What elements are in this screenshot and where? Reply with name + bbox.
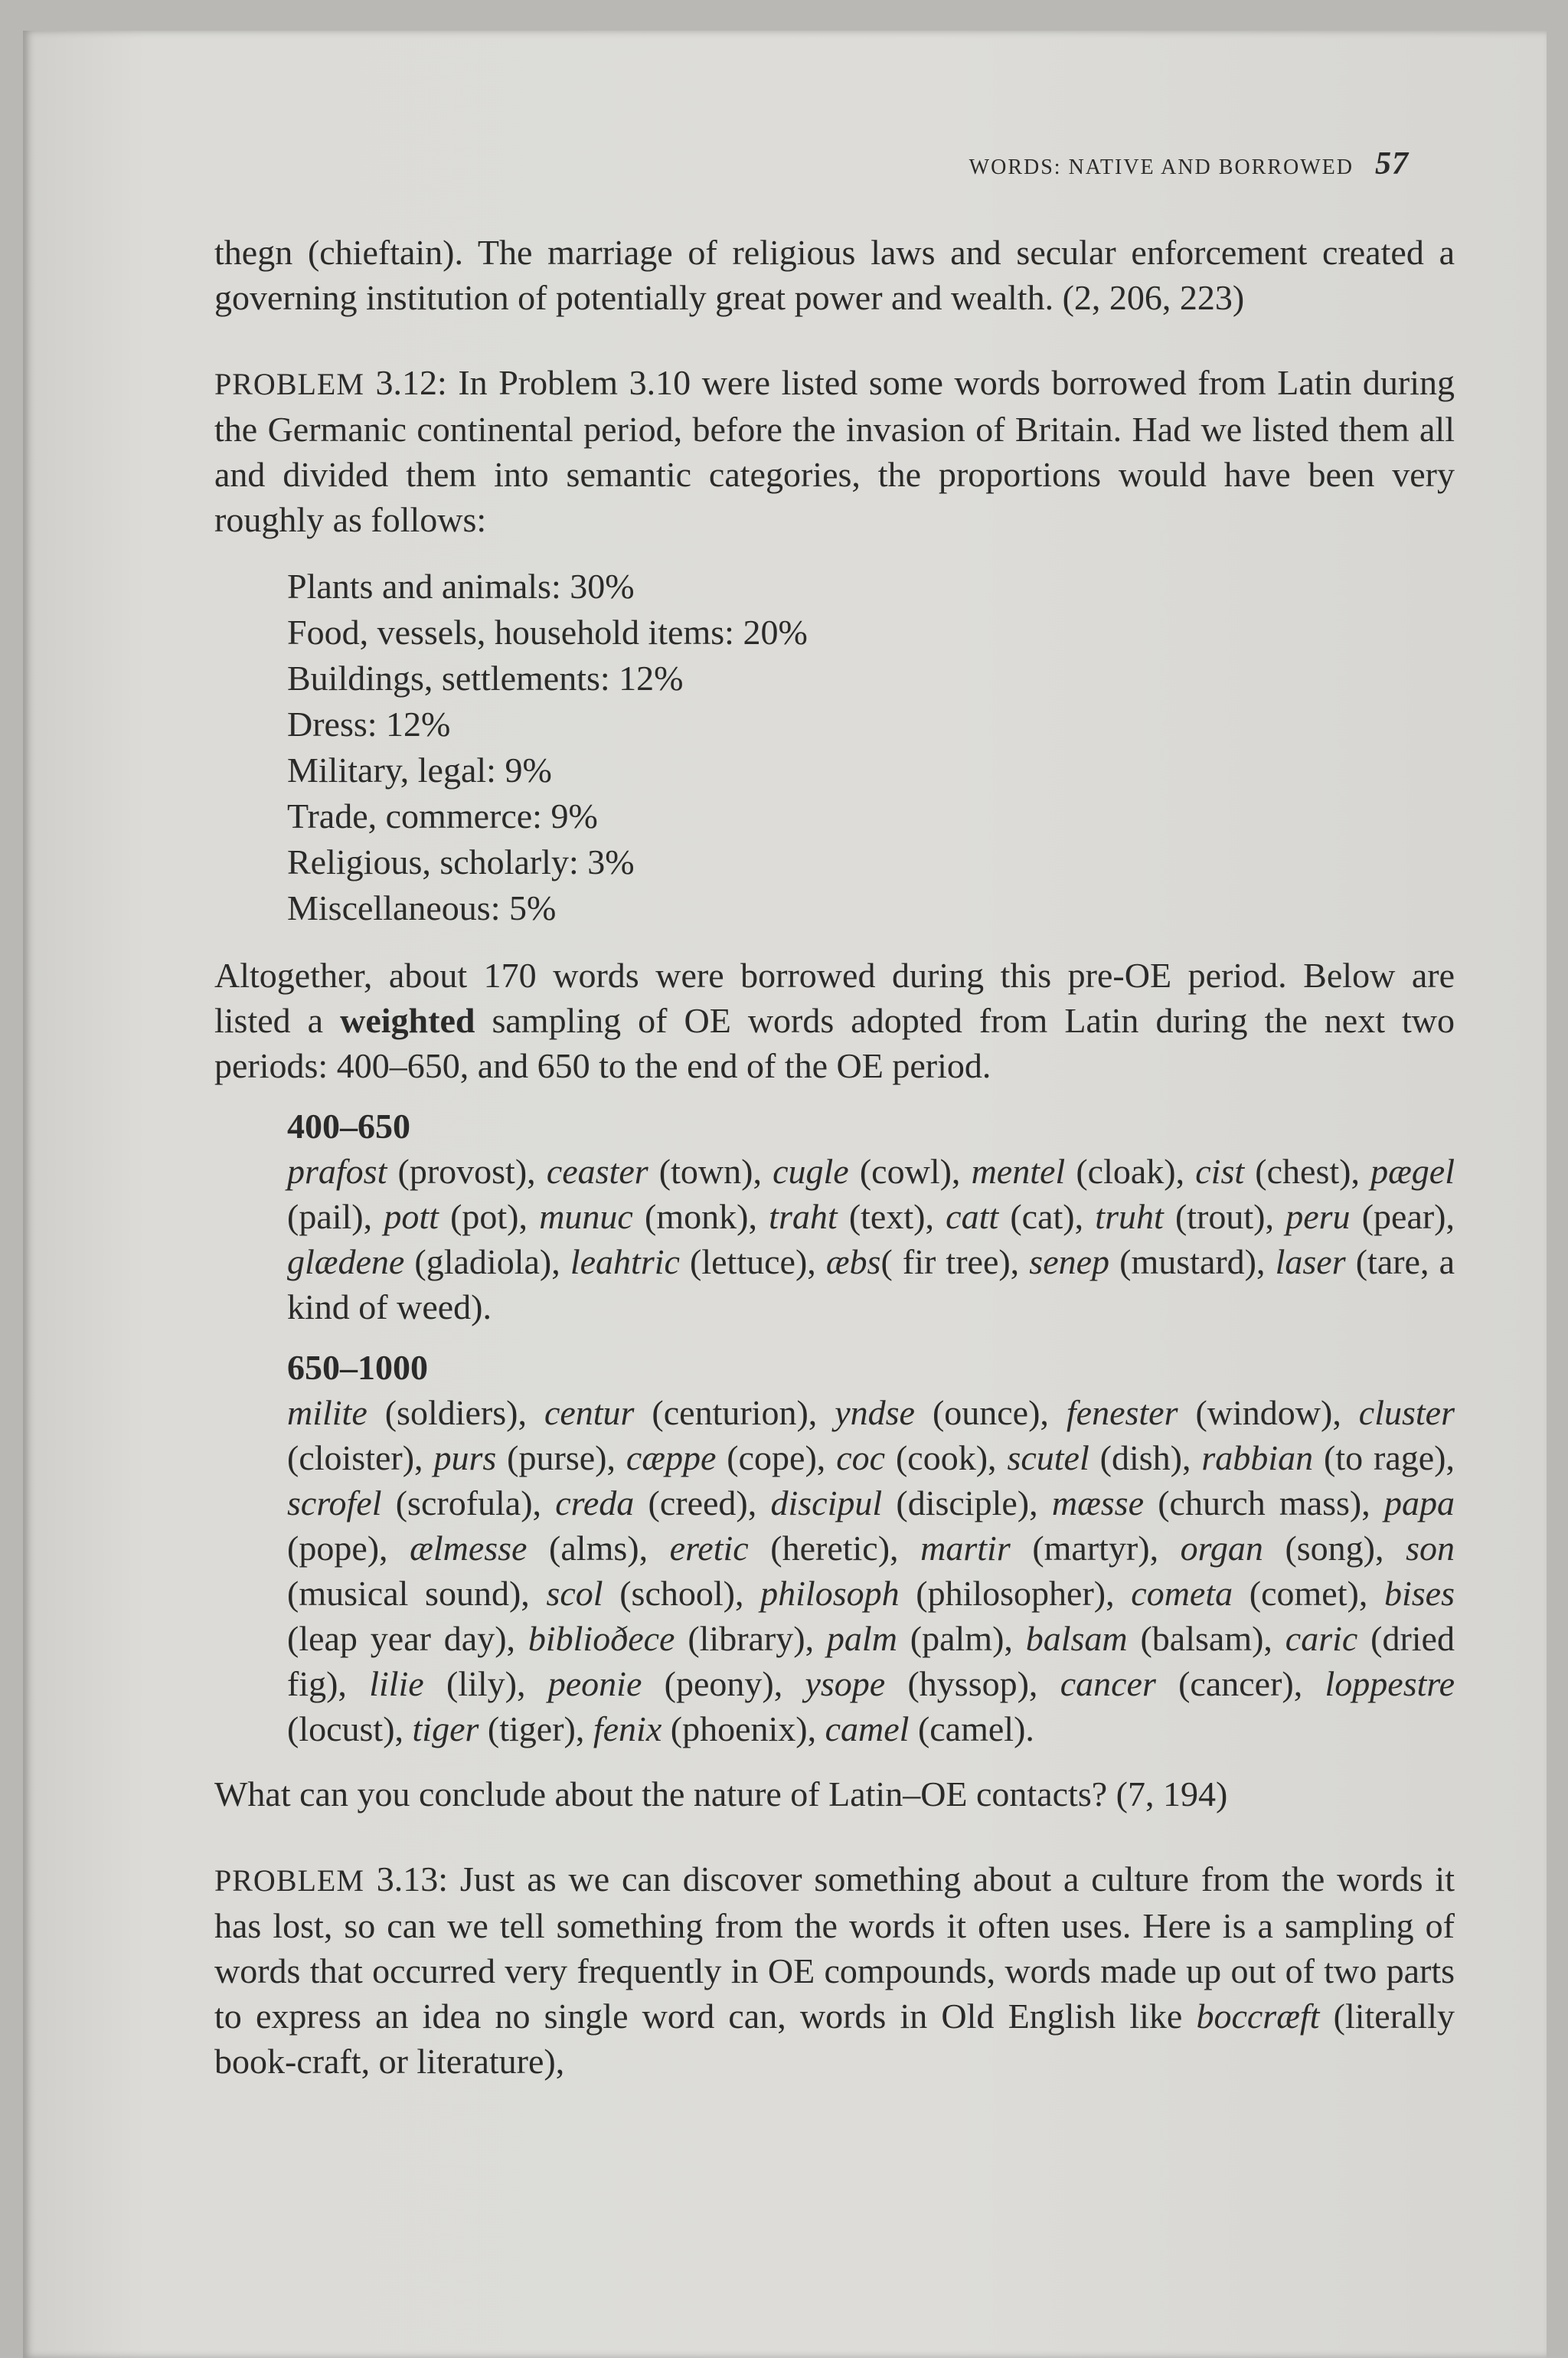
gloss: (cowl), (848, 1152, 972, 1191)
gloss: (disciple), (882, 1483, 1052, 1522)
oe-word: yndse (835, 1393, 915, 1432)
gloss: (leap year day), (287, 1619, 528, 1658)
gloss: (text), (837, 1197, 946, 1236)
gloss: (cloak), (1065, 1152, 1196, 1191)
gloss: (creed), (634, 1483, 771, 1522)
oe-word: mentel (971, 1152, 1066, 1191)
oe-word: glædene (287, 1242, 405, 1281)
gloss: (palm), (897, 1619, 1026, 1658)
oe-word: papa (1384, 1483, 1455, 1522)
gloss: (tiger), (479, 1709, 593, 1748)
transition-text-1: Altogether, about 170 words were borrowed during this pre-OE period. Below are listed a (214, 956, 1455, 1040)
gloss: (to rage), (1313, 1438, 1455, 1477)
category-list (287, 564, 1455, 931)
transition-paragraph (214, 953, 1455, 1088)
oe-word: æbs (825, 1242, 881, 1281)
period-1-block (287, 1104, 1455, 1329)
oe-word: philosoph (760, 1574, 900, 1613)
oe-word: traht (769, 1197, 838, 1236)
gloss: ( fir tree), (880, 1242, 1030, 1281)
gloss: (town), (648, 1152, 773, 1191)
oe-word: fenix (593, 1709, 662, 1748)
gloss: (soldiers), (367, 1393, 544, 1432)
oe-word: prafost (287, 1152, 387, 1191)
gloss: (hyssop), (885, 1664, 1060, 1703)
oe-word: scol (546, 1574, 603, 1613)
oe-word: cist (1195, 1152, 1245, 1191)
gloss: (philosopher), (899, 1574, 1132, 1613)
gloss: (cancer), (1155, 1664, 1325, 1703)
gloss: (locust), (287, 1709, 413, 1748)
period-2-block (287, 1345, 1455, 1751)
gloss: (church mass), (1143, 1483, 1384, 1522)
gloss: (school), (603, 1574, 761, 1613)
oe-word: milite (287, 1393, 368, 1432)
oe-word: fenester (1066, 1393, 1178, 1432)
oe-word: centur (544, 1393, 635, 1432)
gloss: (centurion), (634, 1393, 835, 1432)
period-1-word-list (287, 1149, 1455, 1329)
oe-word: biblioðece (528, 1619, 675, 1658)
gloss: (library), (675, 1619, 827, 1658)
oe-word: balsam (1025, 1619, 1128, 1658)
gloss: (gladiola), (404, 1242, 570, 1281)
gloss: (pear), (1350, 1197, 1455, 1236)
oe-word: loppestre (1325, 1664, 1455, 1703)
gloss: (cook), (885, 1438, 1008, 1477)
oe-word: cluster (1358, 1393, 1455, 1432)
gloss: (balsam), (1127, 1619, 1285, 1658)
oe-word: martir (920, 1529, 1011, 1568)
period-2-heading: 650–1000 (287, 1348, 428, 1387)
period-2-word-list (287, 1390, 1455, 1751)
oe-word: ysope (805, 1664, 886, 1703)
gloss: (trout), (1163, 1197, 1286, 1236)
transition-text-2: sampling of OE words adopted from Latin during the next two periods: 400–650, and 650 to the end of the OE period. (214, 1001, 1455, 1085)
gloss: (song), (1263, 1529, 1406, 1568)
period-1-heading: 400–650 (287, 1107, 410, 1146)
gloss: (window), (1178, 1393, 1359, 1432)
question-paragraph: What can you conclude about the nature of Latin–OE contacts? (7, 194) (214, 1774, 1228, 1813)
oe-word: leahtric (570, 1242, 680, 1281)
oe-word: creda (555, 1483, 635, 1522)
oe-word: munuc (539, 1197, 633, 1236)
category-item: Plants and animals: 30% (287, 567, 635, 606)
gloss: (alms), (527, 1529, 670, 1568)
gloss: (ounce), (914, 1393, 1067, 1432)
oe-word: discipul (770, 1483, 883, 1522)
boccraeft-word: boccræft (1196, 1997, 1320, 2036)
oe-word: caric (1285, 1619, 1358, 1658)
running-header (969, 146, 1409, 182)
gloss: (dried fig), (287, 1619, 1455, 1703)
gloss: (purse), (496, 1438, 626, 1477)
gloss: (cloister), (287, 1438, 434, 1477)
problem-label: PROBLEM (214, 1863, 364, 1898)
oe-word: eretic (669, 1529, 749, 1568)
oe-word: pægel (1370, 1152, 1455, 1191)
oe-word: tiger (412, 1709, 479, 1748)
oe-word: camel (825, 1709, 910, 1748)
oe-word: laser (1275, 1242, 1346, 1281)
gloss: (dish), (1089, 1438, 1202, 1477)
category-item: Buildings, settlements: 12% (287, 659, 684, 698)
book-page (23, 31, 1547, 2358)
gloss: (mustard), (1109, 1242, 1276, 1281)
gloss: (pope), (287, 1529, 410, 1568)
oe-word: peru (1285, 1197, 1351, 1236)
oe-word: peonie (547, 1664, 642, 1703)
category-item: Food, vessels, household items: 20% (287, 613, 808, 652)
page-body (214, 230, 1455, 2084)
problem-label: PROBLEM (214, 367, 364, 401)
oe-word: son (1406, 1529, 1455, 1568)
gloss: (musical sound), (287, 1574, 547, 1613)
gloss: (lily), (423, 1664, 548, 1703)
gloss: (comet), (1233, 1574, 1384, 1613)
gloss: (cope), (716, 1438, 837, 1477)
gloss: (tare, a kind of weed). (287, 1242, 1455, 1326)
oe-word: rabbian (1201, 1438, 1314, 1477)
category-item: Trade, commerce: 9% (287, 796, 598, 836)
running-title: WORDS: NATIVE AND BORROWED (969, 155, 1354, 179)
gloss: (peony), (642, 1664, 805, 1703)
category-item: Religious, scholarly: 3% (287, 842, 635, 881)
gloss: (chest), (1244, 1152, 1371, 1191)
oe-word: ceaster (546, 1152, 648, 1191)
oe-word: pott (384, 1197, 439, 1236)
oe-word: scrofel (287, 1483, 382, 1522)
category-item: Dress: 12% (287, 705, 451, 744)
gloss: (phoenix), (662, 1709, 825, 1748)
problem-3-12 (214, 360, 1455, 542)
gloss: (scrofula), (381, 1483, 556, 1522)
oe-word: cæppe (626, 1438, 717, 1477)
oe-word: organ (1180, 1529, 1263, 1568)
intro-paragraph: thegn (chieftain). The marriage of religious laws and secular enforcement created a governing institution of potentially great power and wealth. (2, 206, 223) (214, 233, 1455, 317)
gloss: (provost), (387, 1152, 547, 1191)
problem-3-13-text-end: (literally book-craft, or literature), (214, 1997, 1455, 2081)
page-number: 57 (1375, 146, 1409, 182)
category-item: Miscellaneous: 5% (287, 888, 557, 927)
oe-word: lilie (369, 1664, 424, 1703)
oe-word: palm (826, 1619, 897, 1658)
gloss: (martyr), (1010, 1529, 1181, 1568)
gloss: (lettuce), (679, 1242, 826, 1281)
gloss: (pot), (438, 1197, 540, 1236)
oe-word: ælmesse (410, 1529, 528, 1568)
problem-text: 3.12: In Problem 3.10 were listed some words borrowed from Latin during the Germanic continental period, before the invasion of Britain. Had we listed them all and divided them into semantic categories, the proportions would have been very roughly as follows: (214, 363, 1455, 539)
oe-word: cugle (773, 1152, 849, 1191)
oe-word: bises (1384, 1574, 1455, 1613)
category-item: Military, legal: 9% (287, 751, 552, 790)
gloss: (heretic), (748, 1529, 921, 1568)
oe-word: senep (1029, 1242, 1110, 1281)
problem-3-13-text: 3.13: Just as we can discover something about a culture from the words it has lost, so can we tell something from the words it often uses. Here is a sampling of words that occurred very frequently in OE compounds, words made up out of two parts to express an idea no single word can, words in Old English like (214, 1859, 1455, 2036)
weighted-word: weighted (340, 1001, 475, 1040)
gloss: (cat), (998, 1197, 1096, 1236)
oe-word: catt (946, 1197, 999, 1236)
oe-word: truht (1095, 1197, 1164, 1236)
oe-word: mæsse (1051, 1483, 1144, 1522)
gloss: (pail), (287, 1197, 384, 1236)
oe-word: scutel (1007, 1438, 1089, 1477)
problem-3-13 (214, 1856, 1455, 2084)
gloss: (camel). (909, 1709, 1034, 1748)
oe-word: coc (836, 1438, 886, 1477)
oe-word: cometa (1131, 1574, 1233, 1613)
oe-word: cancer (1060, 1664, 1156, 1703)
gloss: (monk), (632, 1197, 769, 1236)
oe-word: purs (433, 1438, 497, 1477)
